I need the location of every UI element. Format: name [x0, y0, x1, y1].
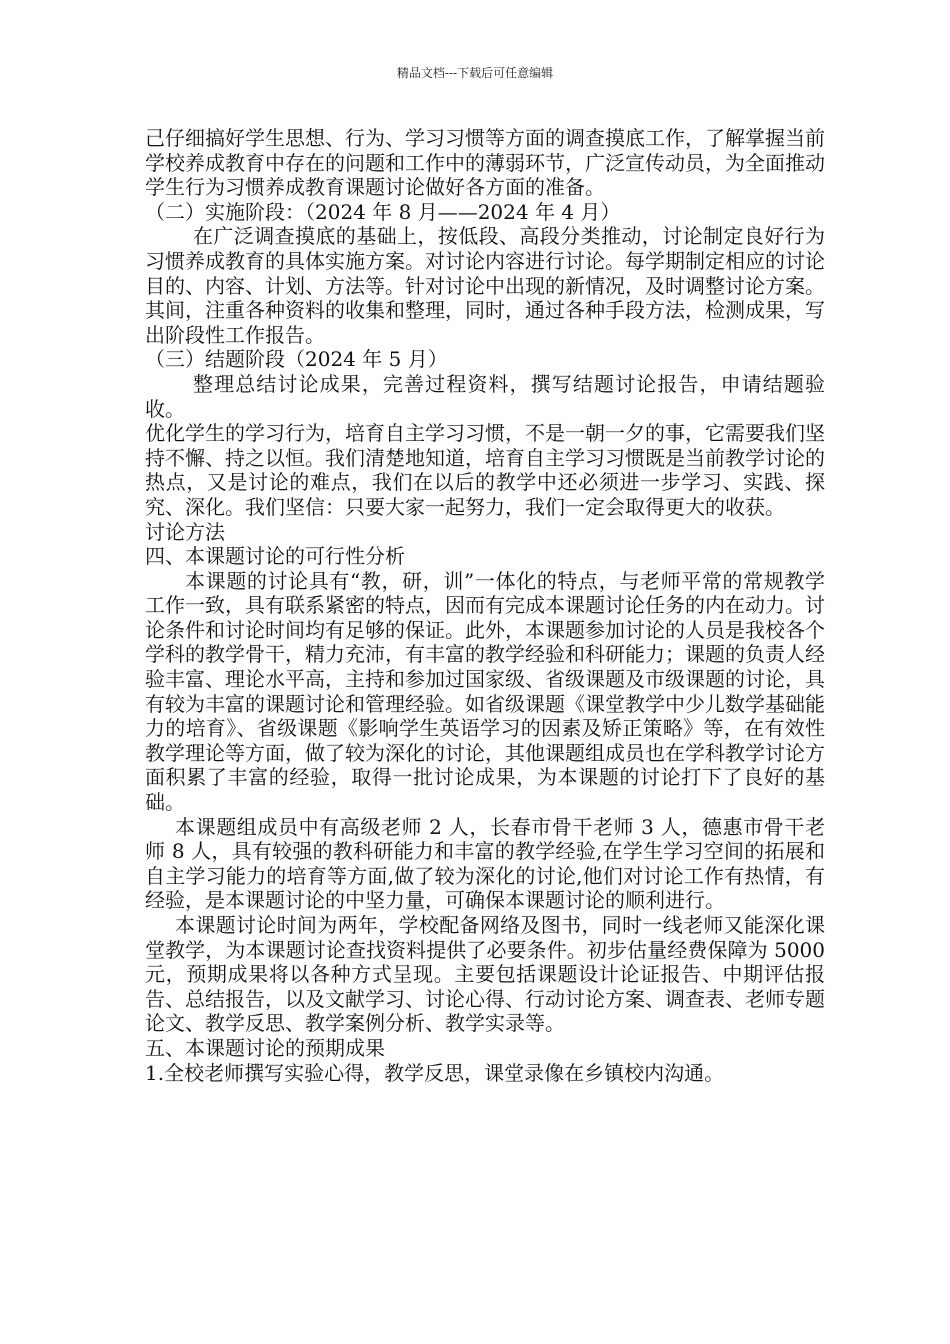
- paragraph-summary: 优化学生的学习行为，培育自主学习习惯，不是一朝一夕的事，它需要我们坚持不懈、持之以恒。我们清楚地知道，培育自主学习习惯既是当前教学讨论的热点，又是讨论的难点，我们在以后的教学中还必须进一步学习、实践、探究、深化。我们坚信：只要大家一起努力，我们一定会取得更大的收获。: [145, 421, 825, 519]
- paragraph-feasibility: 本课题的讨论具有“教，研，训”一体化的特点，与老师平常的常规教学工作一致，具有联系紧密的特点，因而有完成本课题讨论任务的内在动力。讨论条件和讨论时间均有足够的保证。此外，本课题参加讨论的人员是我校各个学科的教学骨干，精力充沛，有丰富的教学经验和科研能力；课题的负责人经验丰富、理论水平高，主持和参加过国家级、省级课题及市级课题的讨论，具有较为丰富的课题讨论和管理经验。如省级课题《课堂教学中少儿数学基础能力的培育》、省级课题《影响学生英语学习的因素及矫正策略》等，在有效性教学理论等方面，做了较为深化的讨论，其他课题组成员也在学科教学讨论方面积累了丰富的经验，取得一批讨论成果，为本课题的讨论打下了良好的基础。: [145, 568, 825, 815]
- heading-research-method: 讨论方法: [145, 519, 225, 544]
- heading-feasibility-analysis: 四、本课题讨论的可行性分析: [145, 544, 405, 569]
- paragraph-implementation: 在广泛调查摸底的基础上，按低段、高段分类推动，讨论制定良好行为习惯养成教育的具体实施方案。对讨论内容进行讨论。每学期制定相应的讨论目的、内容、计划、方法等。针对讨论中出现的新情况，及时调整讨论方案。其间，注重各种资料的收集和整理，同时，通过各种手段方法，检测成果，写出阶段性工作报告。: [145, 224, 825, 347]
- paragraph-conclusion: 整理总结讨论成果，完善过程资料，撰写结题讨论报告，申请结题验收。: [145, 371, 825, 421]
- heading-implementation-stage: （二）实施阶段：（2024 年 8 月——2024 年 4 月）: [145, 199, 621, 224]
- paragraph-team-members: 本课题组成员中有高级老师 2 人，长春市骨干老师 3 人，德惠市骨干老师 8 人，具有较强的教科研能力和丰富的教学经验,在学生学习空间的拓展和自主学习能力的培育等方面,做了较为深化的讨论,他们对讨论工作有热情，有经验，是本课题讨论的中坚力量，可确保本课题讨论的顺利进行。: [145, 814, 825, 913]
- page-header: 精品文档---下载后可任意编辑: [396, 66, 554, 80]
- paragraph-time-resources: 本课题讨论时间为两年，学校配备网络及图书，同时一线老师又能深化课堂教学，为本课题讨论查找资料提供了必要条件。初步估量经费保障为 5000 元，预期成果将以各种方式呈现。主要包括课题设计论证报告、中期评估报告、总结报告，以及文献学习、讨论心得、行动讨论方案、调查表、老师专题论文、教学反思、教学案例分析、教学实录等。: [145, 913, 825, 1036]
- heading-expected-results: 五、本课题讨论的预期成果: [145, 1035, 385, 1060]
- document-body: [145, 126, 825, 1085]
- heading-conclusion-stage: （三）结题阶段（2024 年 5 月）: [145, 347, 448, 372]
- paragraph-preparation-continued: 己仔细搞好学生思想、行为、学习习惯等方面的调查摸底工作，了解掌握当前学校养成教育中存在的问题和工作中的薄弱环节，广泛宣传动员，为全面推动学生行为习惯养成教育课题讨论做好各方面的准备。: [145, 126, 825, 200]
- list-item-expected-result-1: 1.全校老师撰写实验心得，教学反思，课堂录像在乡镇校内沟通。: [145, 1060, 725, 1085]
